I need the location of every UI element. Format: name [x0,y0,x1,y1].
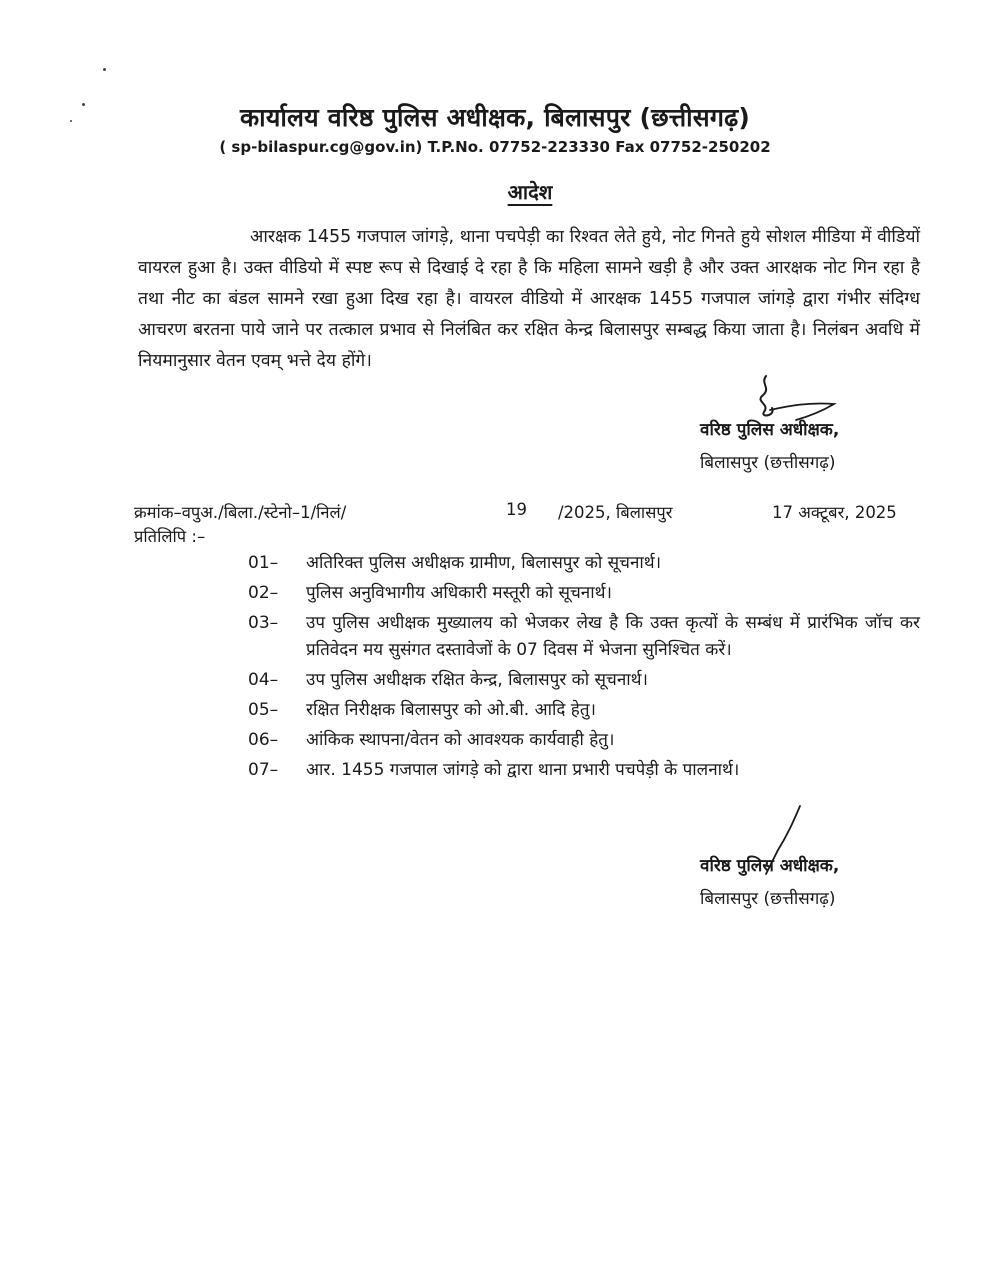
item-text: उप पुलिस अधीक्षक मुख्यालय को भेजकर लेख है कि उक्त कृत्यों के सम्बंध में प्रारंभिक जॉच कर प्रतिवेदन मय सुसंगत दस्तावेजों के 07 दिवस में भेजना सुनिश्चित करें। [306,613,920,660]
item-text: रक्षित निरीक्षक बिलासपुर को ओ.बी. आदि हेतु। [306,700,596,720]
list-item [248,610,920,664]
reference-year-place: /2025, बिलासपुर [558,503,673,522]
reference-line [134,500,919,526]
order-heading [0,178,990,205]
item-number: 04– [248,670,279,690]
order-body: आरक्षक 1455 गजपाल जांगड़े, थाना पचपेड़ी का रिश्वत लेते हुये, नोट गिनते हुये सोशल मीडिया में वीडियों वायरल हुआ है। उक्त वीडियो में स्पष्ट रूप से दिखाई दे रहा है कि महिला सामने खड़ी है और उक्त आरक्षक नोट गिन रहा है तथा नीट का बंडल सामने रखा हुआ दिख रहा है। वायरल वीडियो में आरक्षक 1455 गजपाल जांगड़े द्वारा गंभीर संदिग्ध आचरण बरतना पाये जाने पर तत्काल प्रभाव से निलंबित कर रक्षित केन्द्र बिलासपुर सम्बद्ध किया जाता है। निलंबन अवधि में नियमानुसार वेतन एवम् भत्ते देय होंगे। [138,227,920,371]
list-item [248,727,920,754]
signatory-designation: वरिष्ठ पुलिस अधीक्षक, [700,856,840,876]
item-number: 05– [248,700,279,720]
reference-date: 17 अक्टूबर, 2025 [772,503,897,522]
item-text: अतिरिक्त पुलिस अधीक्षक ग्रामीण, बिलासपुर को सूचनार्थ। [306,553,662,573]
copy-to-list [248,550,920,787]
item-number: 07– [248,760,279,780]
signatory-location: बिलासपुर (छत्तीसगढ़) [700,453,836,473]
item-text: पुलिस अनुविभागीय अधिकारी मस्तूरी को सूचनार्थ। [306,583,612,603]
list-item [248,580,920,607]
copy-to-label: प्रतिलिपि :– [134,527,206,546]
office-contact: ( sp-bilaspur.cg@gov.in) T.P.No. 07752-223330 Fax 07752-250202 [219,138,771,156]
office-title: कार्यालय वरिष्ठ पुलिस अधीक्षक, बिलासपुर (छत्तीसगढ़) [239,103,751,132]
scan-speck [103,68,106,71]
signature-block-2 [700,850,839,916]
signatory-location: बिलासपुर (छत्तीसगढ़) [700,889,836,909]
item-text: आंकिक स्थापना/वेतन को आवश्यक कार्यवाही हेतु। [306,730,615,750]
signatory-designation: वरिष्ठ पुलिस अधीक्षक, [700,420,840,440]
item-text: आर. 1455 गजपाल जांगड़े को द्वारा थाना प्रभारी पचपेड़ी के पालनार्थ। [306,760,740,780]
item-text: उप पुलिस अधीक्षक रक्षित केन्द्र, बिलासपुर को सूचनार्थ। [306,670,648,690]
signature-block-1 [700,414,839,480]
item-number: 03– [248,613,279,633]
list-item [248,550,920,577]
reference-prefix: क्रमांक–वपुअ./बिला./स्टेनो–1/निलं/ [134,503,347,522]
list-item [248,757,920,784]
list-item [248,667,920,694]
item-number: 06– [248,730,279,750]
order-heading-text: आदेश [507,180,553,204]
reference-number: 19 [506,500,527,519]
item-number: 02– [248,583,279,603]
item-number: 01– [248,553,279,573]
list-item [248,697,920,724]
